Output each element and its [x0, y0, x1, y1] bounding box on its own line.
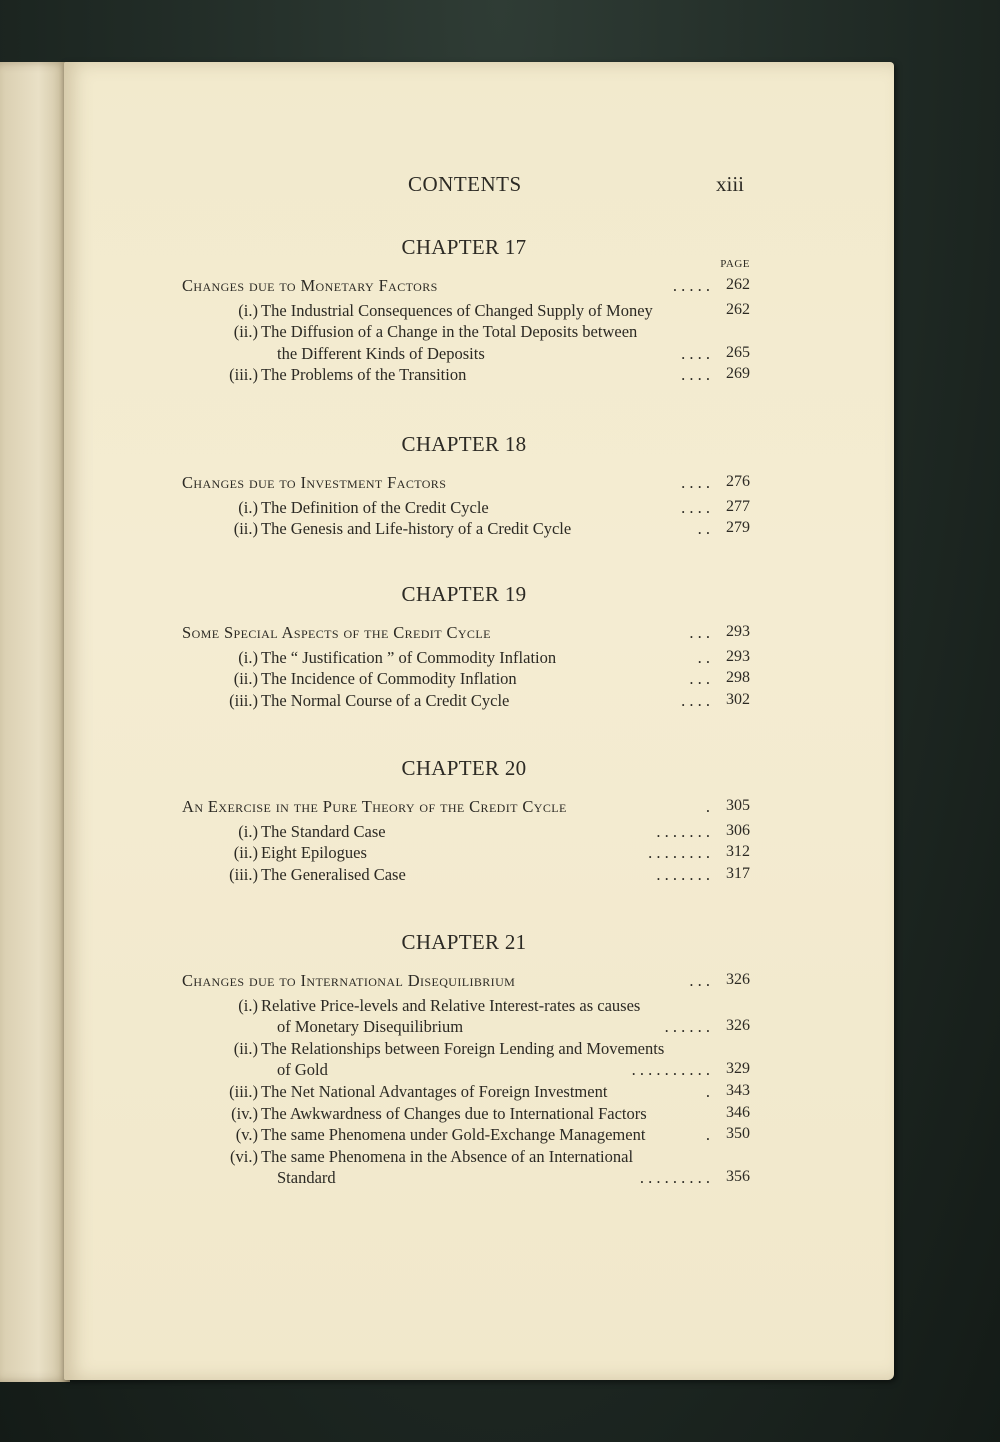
- section-number: (iii.): [229, 690, 258, 710]
- dot-leader: . . . . .: [672, 276, 710, 295]
- page-number: 265: [726, 343, 750, 361]
- section-number: (ii.): [233, 843, 258, 863]
- chapter-heading: CHAPTER 18: [401, 432, 527, 456]
- section-title: The same Phenomena in the Absence of an International: [261, 1146, 634, 1166]
- section-number: (i.): [238, 497, 258, 517]
- section-title: The Genesis and Life-history of a Credit Cycle: [261, 519, 572, 539]
- page-number: 326: [726, 1017, 750, 1035]
- dot-leader: . .: [697, 647, 710, 667]
- section-number: (iii.): [229, 365, 258, 385]
- dot-leader: . .: [697, 519, 710, 539]
- chapter-heading: CHAPTER 21: [401, 930, 527, 954]
- dot-leader: . . .: [689, 971, 710, 990]
- section-title: The Relationships between Foreign Lending and Movements: [261, 1038, 665, 1058]
- dot-leader: . . . . . . .: [656, 821, 710, 841]
- page-number: 350: [726, 1125, 750, 1143]
- dot-leader: . . . .: [681, 690, 710, 710]
- dot-leader: .: [705, 1125, 710, 1145]
- section-title: The Incidence of Commodity Inflation: [261, 669, 517, 689]
- dot-leader: .: [705, 1082, 710, 1101]
- section-number: (iii.): [229, 864, 258, 884]
- dot-leader: . . . . . . . . .: [639, 1168, 710, 1188]
- page-number: 262: [726, 276, 750, 293]
- section-title: of Monetary Disequilibrium: [277, 1017, 464, 1037]
- page-number: 305: [726, 797, 750, 814]
- page-number: 293: [726, 647, 750, 665]
- dot-leader: . . .: [689, 623, 710, 642]
- section-title: The same Phenomena under Gold-Exchange Management: [261, 1125, 646, 1145]
- section-number: (vi.): [230, 1146, 258, 1166]
- chapter-title: Changes due to Investment Factors: [182, 473, 447, 492]
- chapter-title: Changes due to Monetary Factors: [182, 276, 438, 295]
- page-number: 277: [726, 497, 750, 515]
- contents-page: [64, 62, 894, 1380]
- section-number: (i.): [238, 821, 258, 841]
- section-title: The “ Justification ” of Commodity Inflation: [261, 647, 557, 667]
- dot-leader: . . . .: [681, 497, 710, 517]
- section-title: Relative Price-levels and Relative Interest-rates as causes: [261, 995, 641, 1015]
- chapter-heading: CHAPTER 19: [401, 582, 527, 606]
- page-number: 326: [726, 971, 750, 988]
- dot-leader: . . . .: [681, 365, 710, 385]
- section-title: of Gold: [277, 1060, 328, 1080]
- folio-number: xiii: [716, 172, 745, 196]
- section-title: The Awkwardness of Changes due to International Factors: [261, 1103, 647, 1123]
- section-number: (iv.): [231, 1103, 258, 1123]
- page-number: 306: [726, 821, 750, 839]
- section-title: The Net National Advantages of Foreign Investment: [261, 1082, 608, 1101]
- section-title: the Different Kinds of Deposits: [277, 343, 485, 363]
- section-title: The Normal Course of a Credit Cycle: [261, 690, 510, 710]
- chapter-heading: CHAPTER 17: [401, 235, 527, 259]
- page-number: 356: [726, 1168, 750, 1186]
- section-title: The Diffusion of a Change in the Total Deposits between: [261, 322, 638, 342]
- section-number: (i.): [238, 647, 258, 667]
- dot-leader: . . . . . . . . . .: [631, 1060, 710, 1080]
- page-number: 262: [726, 300, 750, 318]
- dot-leader: . . . .: [681, 343, 710, 363]
- left-page-edge: [0, 62, 70, 1382]
- section-title: The Standard Case: [261, 821, 386, 841]
- page-number: 329: [726, 1060, 750, 1078]
- dot-leader: . . . . . .: [664, 1017, 710, 1037]
- chapter-title: Some Special Aspects of the Credit Cycle: [182, 623, 491, 642]
- section-number: (ii.): [233, 1038, 258, 1058]
- section-title: Standard: [277, 1168, 336, 1188]
- section-number: (i.): [238, 995, 258, 1015]
- running-title: CONTENTS: [408, 172, 522, 196]
- page-column-label: PAGE: [720, 258, 750, 270]
- page-number: 346: [726, 1103, 750, 1121]
- section-number: (ii.): [233, 322, 258, 342]
- section-title: The Generalised Case: [261, 864, 406, 884]
- page-number: 343: [726, 1082, 750, 1099]
- dot-leader: . . . . . . .: [656, 864, 710, 884]
- page-number: 293: [726, 623, 750, 640]
- chapter-title: Changes due to International Disequilibrium: [182, 971, 516, 990]
- dot-leader: .: [705, 797, 710, 816]
- section-title: The Industrial Consequences of Changed Supply of Money: [261, 300, 653, 320]
- page-number: 269: [726, 365, 750, 383]
- page-number: 279: [726, 519, 750, 537]
- section-title: Eight Epilogues: [261, 843, 367, 863]
- section-number: (ii.): [233, 669, 258, 689]
- chapter-heading: CHAPTER 20: [401, 756, 527, 780]
- dot-leader: . . .: [689, 669, 710, 689]
- section-number: (ii.): [233, 519, 258, 539]
- page-number: 312: [726, 843, 750, 861]
- dot-leader: . . . .: [681, 473, 710, 492]
- page-number: 298: [726, 669, 750, 687]
- section-title: The Definition of the Credit Cycle: [261, 497, 489, 517]
- section-number: (iii.): [229, 1082, 258, 1101]
- section-number: (i.): [238, 300, 258, 320]
- section-title: The Problems of the Transition: [261, 365, 467, 385]
- section-number: (v.): [235, 1125, 258, 1145]
- dot-leader: . . . . . . . .: [648, 843, 710, 863]
- page-number: 302: [726, 690, 750, 708]
- chapter-title: An Exercise in the Pure Theory of the Credit Cycle: [182, 797, 567, 816]
- page-number: 317: [726, 864, 750, 882]
- page-number: 276: [726, 473, 750, 490]
